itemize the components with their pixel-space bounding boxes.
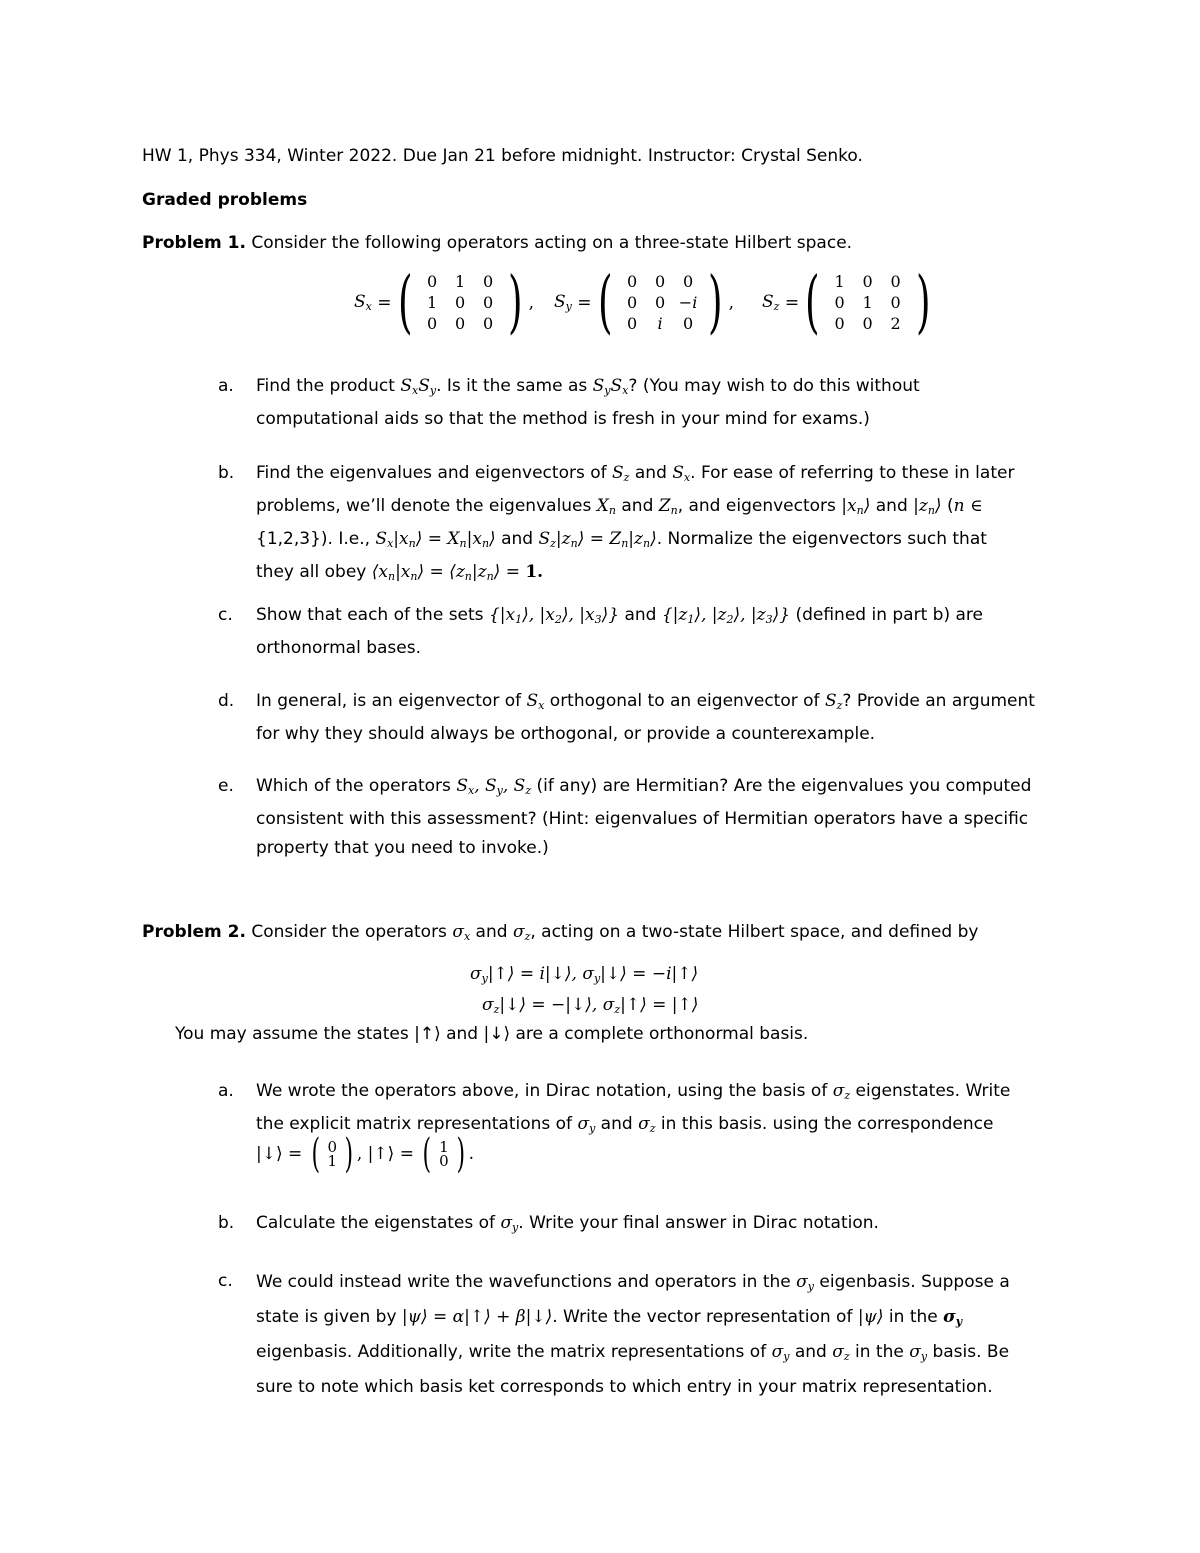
matrix-entry: 0 [862,314,873,333]
p1-part-b: Find the eigenvalues and eigenvectors of $S_z$ and $S_x$. For ease of referring to these in later problems, we’ll denote the eigenvalues $X_n$ and $Z_n$, and eigenvectors $|x_n⟩$ and $|z_n⟩$ (n ∈ {1,2,3}). I.e., $S_x|x_n⟩$ = $X_n|x_n⟩$ and $S_z|z_n⟩$ = $Z_n|z_n⟩$. Normalize the eigenvectors such that they all obey $⟨x_n|x_n⟩$ = $⟨z_n|z_n⟩ = 1$. [256,463,1015,583]
header-line: HW 1, Phys 334, Winter 2022. Due Jan 21 before midnight. Instructor: Crystal Senko. [142,146,863,166]
p1-part-e: Which of the operators $S_x$, $S_y$, $S_z$ (if any) are Hermitian? Are the eigenvalues you computed consistent with this assessment? (Hint: eigenvalues of Hermitian operators have a specific property that you need to invoke.) [256,776,1032,858]
matrix-entry: 0 [482,314,494,333]
p1-part-c: Show that each of the sets {$|x_1⟩$, $|x_2⟩$, $|x_3⟩$} and {$|z_1⟩$, $|z_2⟩$, $|z_3⟩$} (defined in part b) are orthonormal bases. [256,605,983,658]
p2-part-a: We wrote the operators above, in Dirac notation, using the basis of $\sigma_z$ eigenstates. Write the explicit matrix representations of $\sigma_y$ and $\sigma_z$ in this basis. using the correspondence [256,1081,1011,1135]
matrix-entry: 0 [682,314,694,333]
label-e: e. [218,776,234,796]
label-a: a. [218,376,234,396]
matrix-entry: −i [678,293,698,312]
sigma-z-definition: $\sigma_z|↓⟩$ = −|↓⟩, $\sigma_z|↑⟩$ = |↑⟩ [482,995,699,1016]
label-c: c. [218,605,233,625]
label-2a: a. [218,1081,234,1101]
matrix-entry: 1 [862,293,873,312]
matrix-entry: 0 [626,272,638,291]
matrix-sx: $S_x$ = ( 0 1 0 1 0 0 0 0 0 ) , [354,262,534,342]
matrix-entry: 0 [834,314,845,333]
problem-2-intro: Problem 2. Consider the operators $\sigma_x$ and $\sigma_z$, acting on a two-state Hilbert space, and defined by [142,922,979,943]
label-2c: c. [218,1271,233,1291]
matrix-entry: 0 [454,293,466,312]
matrix-entry: 0 [682,272,694,291]
basis-correspondence: |↓⟩ = ( 0 1 ) , |↑⟩ = ( 1 0 ) . [256,1131,474,1177]
matrix-entry: 0 [834,293,845,312]
matrix-sz: $S_z$ = ( 1 0 0 0 1 0 0 0 2 ) [762,262,931,342]
matrix-entry: 0 [626,314,638,333]
matrix-entry: 0 [890,293,901,312]
matrix-entry: 0 [482,272,494,291]
matrix-entry: 1 [426,293,438,312]
matrix-entry: 0 [426,314,438,333]
matrix-entry: 0 [454,314,466,333]
matrix-entry: 0 [626,293,638,312]
matrix-entry: 0 [426,272,438,291]
matrix-entry: i [657,314,663,333]
matrix-entry: 0 [862,272,873,291]
matrix-entry: 1 [454,272,466,291]
matrix-entry: 0 [654,272,666,291]
p2-part-c: We could instead write the wavefunctions and operators in the $\sigma_y$ eigenbasis. Suppose a state is given by |ψ⟩ = α|↑⟩ + β|↓⟩. Write the vector representation of |ψ⟩ in the $\sigma_y$ eigenbasis. Additionally, write the matrix representations of $\sigma_y$ and $\sigma_z$ in the $\sigma_y$ basis. Be sure to note which basis ket corresponds to which entry in your matrix representation. [256,1272,1010,1397]
label-d: d. [218,691,235,711]
label-b: b. [218,463,235,483]
matrix-entry: 2 [890,314,901,333]
matrix-entry: 0 [890,272,901,291]
assumption-line: You may assume the states |↑⟩ and |↓⟩ are a complete orthonormal basis. [175,1024,809,1044]
problem-2-label: Problem 2. [142,922,246,942]
matrix-entry: 1 [834,272,845,291]
problem-1-label: Problem 1. [142,233,246,253]
matrix-sy: $S_y$ = ( 0 0 0 0 0 −i 0 i 0 ) , [554,262,734,342]
label-2b: b. [218,1213,235,1233]
section-title: Graded problems [142,190,308,210]
p2-part-b: Calculate the eigenstates of $\sigma_y$. Write your final answer in Dirac notation. [256,1213,879,1234]
p1-part-d: In general, is an eigenvector of $S_x$ orthogonal to an eigenvector of $S_z$? Provide an argument for why they should always be orthogonal, or provide a counterexample. [256,691,1035,744]
sigma-y-definition: $\sigma_y|↑⟩$ = i|↓⟩, $\sigma_y|↓⟩$ = −i|↑⟩ [470,964,699,985]
matrix-entry: 0 [482,293,494,312]
problem-1-intro: Problem 1. Consider the following operators acting on a three-state Hilbert space. [142,233,853,253]
matrix-entry: 0 [654,293,666,312]
p1-part-a: Find the product $S_xS_y$. Is it the same as $S_yS_x$? (You may wish to do this without computational aids so that the method is fresh in your mind for exams.) [256,376,920,429]
